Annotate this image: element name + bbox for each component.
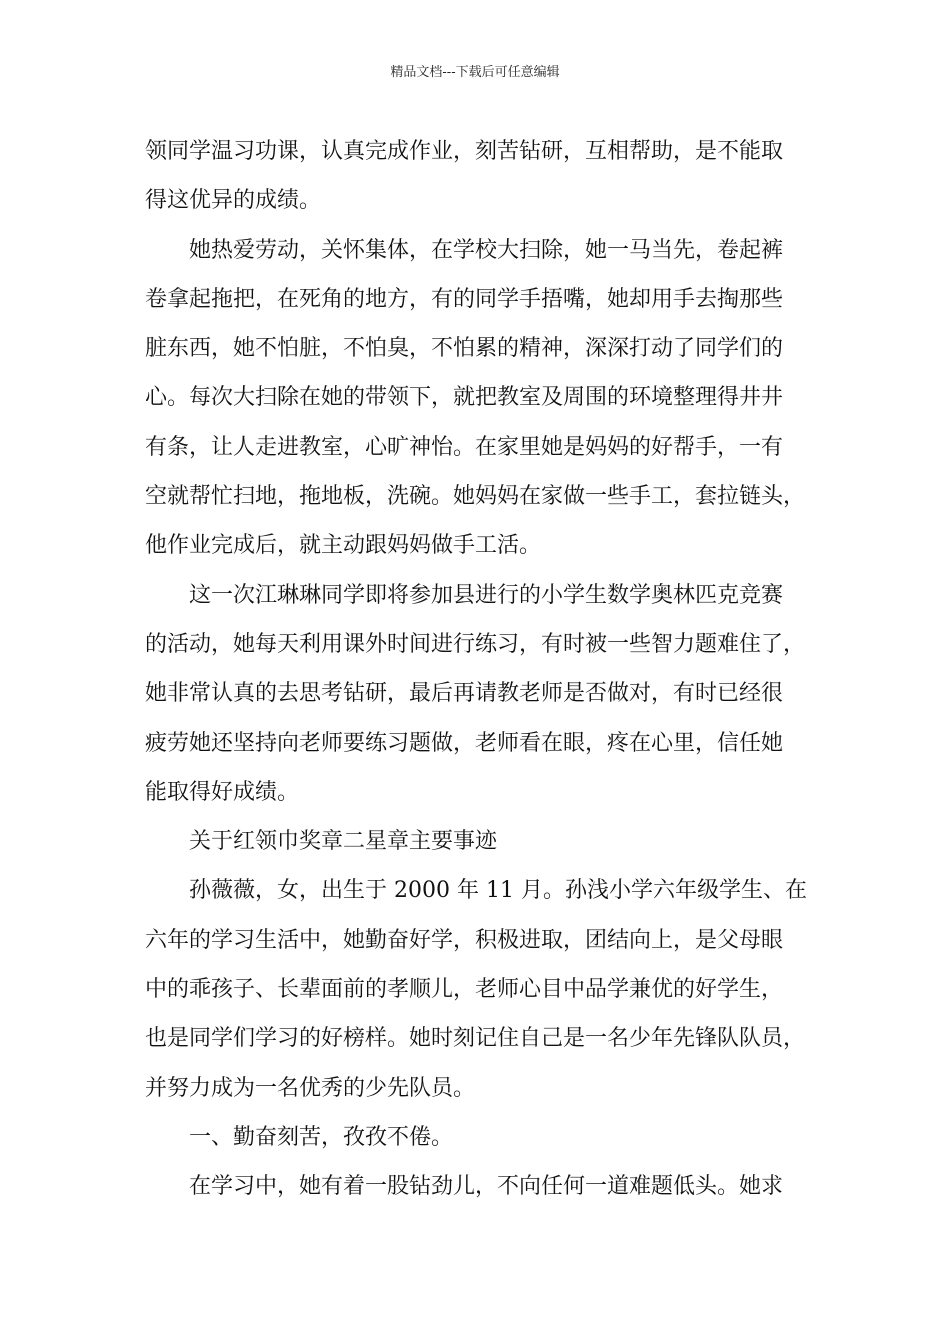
text-line: 中的乖孩子、长辈面前的孝顺儿，老师心目中品学兼优的好学生， xyxy=(145,977,784,1003)
text-line: 也是同学们学习的好榜样。她时刻记住自己是一名少年先锋队队员， xyxy=(145,1026,806,1052)
text-line: 有条，让人走进教室，心旷神怡。在家里她是妈妈的好帮手，一有 xyxy=(145,434,784,460)
text-line: 能取得好成绩。 xyxy=(145,779,300,805)
text-line: 脏东西，她不怕脏，不怕臭，不怕累的精神，深深打动了同学们的 xyxy=(145,336,784,362)
text-line: 一、勤奋刻苦，孜孜不倦。 xyxy=(189,1124,454,1150)
text-line: 她非常认真的去思考钻研，最后再请教老师是否做对，有时已经很 xyxy=(145,681,784,707)
text-line: 她热爱劳动，关怀集体，在学校大扫除，她一马当先，卷起裤 xyxy=(189,237,784,263)
text-line: 并努力成为一名优秀的少先队员。 xyxy=(145,1075,476,1101)
text-line: 孙薇薇，女，出生于 2000 年 11 月。孙浅小学六年级学生、在 xyxy=(189,878,807,904)
text-line: 关于红领巾奖章二星章主要事迹 xyxy=(189,829,498,855)
text-line: 领同学温习功课，认真完成作业，刻苦钻研，互相帮助，是不能取 xyxy=(145,139,784,164)
text-line: 这一次江琳琳同学即将参加县进行的小学生数学奥林匹克竞赛 xyxy=(189,582,784,608)
text-line: 卷拿起拖把，在死角的地方，有的同学手捂嘴，她却用手去掏那些 xyxy=(145,286,784,312)
text-line: 心。每次大扫除在她的带领下，就把教室及周围的环境整理得井井 xyxy=(145,385,784,411)
text-line: 他作业完成后，就主动跟妈妈做手工活。 xyxy=(145,533,542,559)
body-text xyxy=(145,127,825,1212)
text-line: 空就帮忙扫地，拖地板，洗碗。她妈妈在家做一些手工，套拉链头， xyxy=(145,484,806,510)
text-line: 六年的学习生活中，她勤奋好学，积极进取，团结向上，是父母眼 xyxy=(145,927,784,953)
text-line: 得这优异的成绩。 xyxy=(145,188,322,214)
text-line: 的活动，她每天利用课外时间进行练习，有时被一些智力题难住了， xyxy=(145,631,806,657)
page-header: 精品文档---下载后可任意编辑 xyxy=(390,65,560,80)
text-line: 在学习中，她有着一股钻劲儿，不向任何一道难题低头。她求 xyxy=(189,1174,784,1200)
text-line: 疲劳她还坚持向老师要练习题做，老师看在眼，疼在心里，信任她 xyxy=(145,730,784,756)
